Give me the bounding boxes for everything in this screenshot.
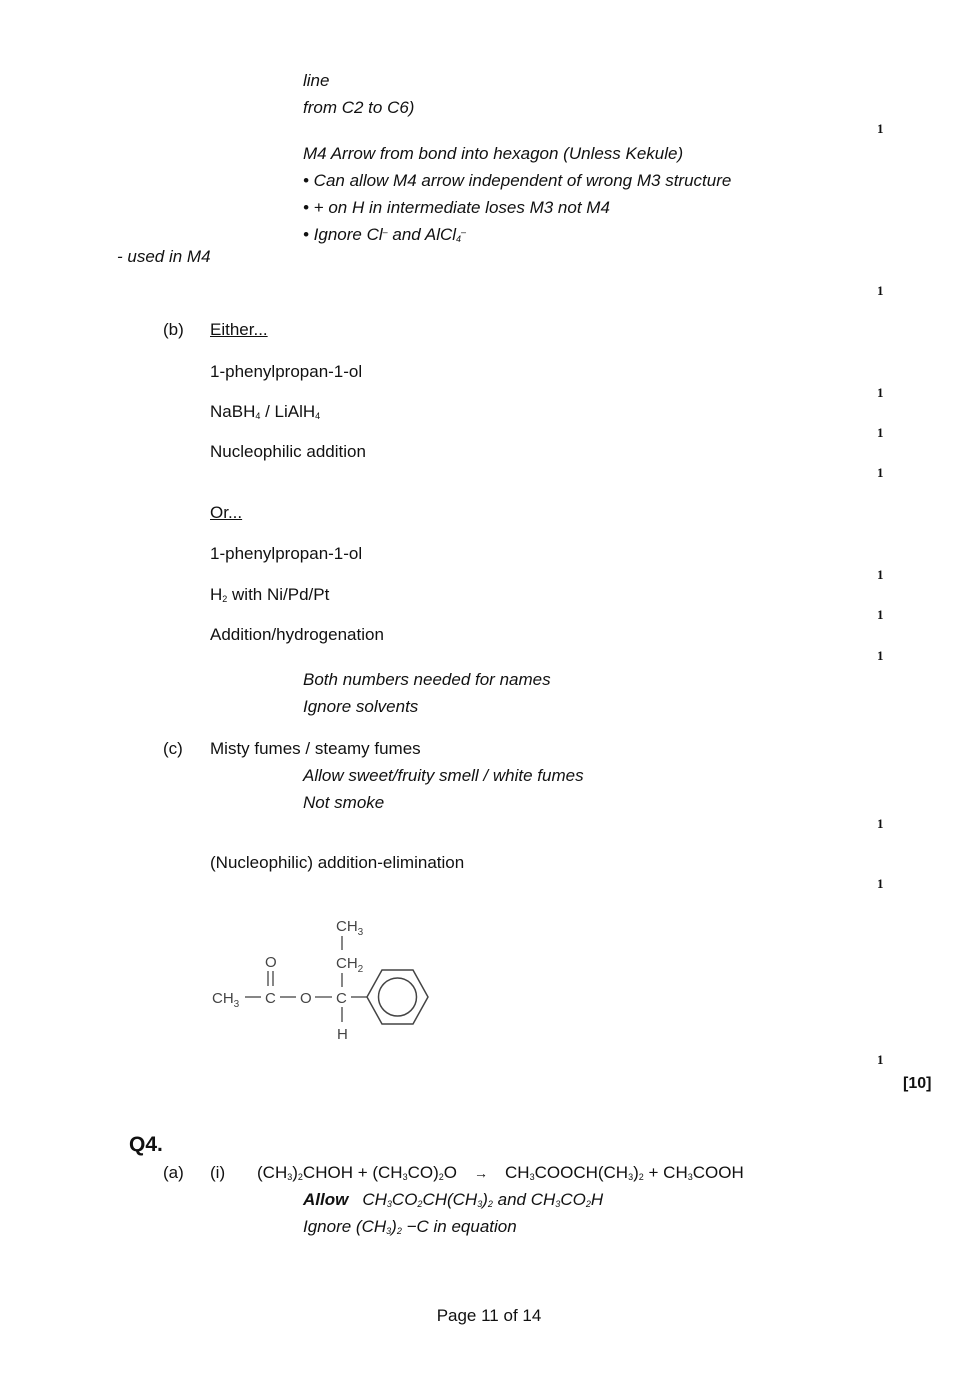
reaction-equation: $(CH_3)_2CHOH + (CH_3CO)_2O$ → $CH_3COOCH(CH_3)_2$ + $CH_3COOH$ — [257, 1163, 744, 1182]
answer-reagent-1: NaBH$_4$ / LiAlH$_4$ — [210, 402, 321, 421]
note-bullet-3: • Ignore Cl– and AlCl$_4$– — [303, 225, 467, 244]
structure-ch3-left: $CH_3$ — [212, 990, 240, 1010]
note-used-in-m4: - used in M4 — [117, 247, 211, 266]
note-both-numbers: Both numbers needed for names — [303, 670, 551, 689]
note-m4-arrow: M4 Arrow from bond into hexagon (Unless Kekule) — [303, 144, 684, 163]
structure-c2: C — [336, 990, 347, 1007]
structure-carbonyl-o: O — [265, 954, 277, 971]
either-heading: Either... — [210, 320, 268, 339]
note-ignore-solvents: Ignore solvents — [303, 697, 419, 716]
answer-mechanism-2: Addition/hydrogenation — [210, 625, 384, 644]
structure-ester-o: O — [300, 990, 312, 1007]
part-a-label: (a) — [163, 1163, 184, 1182]
question-total: [10] — [903, 1075, 932, 1092]
answer-mechanism-1: Nucleophilic addition — [210, 442, 366, 461]
part-b-label: (b) — [163, 320, 184, 339]
answer-mechanism-c: (Nucleophilic) addition-elimination — [210, 853, 465, 872]
mark: 1 — [877, 283, 884, 298]
note-allow-fumes: Allow sweet/fruity smell / white fumes — [303, 766, 584, 785]
mark: 1 — [877, 465, 884, 480]
mark: 1 — [877, 816, 884, 831]
structure-h: H — [337, 1026, 348, 1043]
structure-ch3-top: $CH_3$ — [336, 918, 364, 938]
reaction-arrow: → — [474, 1165, 489, 1181]
note-bullet-1: • Can allow M4 arrow independent of wrong M3 structure — [303, 171, 732, 190]
note-not-smoke: Not smoke — [303, 793, 385, 812]
sub-part-i-label: (i) — [210, 1163, 226, 1182]
mark: 1 — [877, 121, 884, 136]
mark: 1 — [877, 425, 884, 440]
or-heading: Or... — [210, 503, 243, 522]
mark: 1 — [877, 876, 884, 891]
answer-observation: Misty fumes / steamy fumes — [210, 739, 421, 758]
mark: 1 — [877, 567, 884, 582]
benzene-ring-circle — [379, 978, 417, 1016]
note-from-c2-c6: from C2 to C6) — [303, 98, 415, 117]
answer-name-2: 1-phenylpropan-1-ol — [210, 544, 363, 563]
mark: 1 — [877, 1052, 884, 1067]
structure-c1: C — [265, 990, 276, 1007]
answer-name-1: 1-phenylpropan-1-ol — [210, 362, 363, 381]
answer-reagent-2: $H_2$ with Ni/Pd/Pt — [210, 585, 330, 604]
mark: 1 — [877, 385, 884, 400]
mark: 1 — [877, 648, 884, 663]
part-c-label: (c) — [163, 739, 183, 758]
structure-ch2: $CH_2$ — [336, 955, 364, 975]
question-4-heading: Q4. — [129, 1133, 163, 1156]
note-line: line — [303, 71, 330, 90]
note-ignore-formula: Ignore $(CH_3)_2 -C$ in equation — [303, 1217, 517, 1236]
mark: 1 — [877, 607, 884, 622]
note-allow-formula: Allow $CH_3CO_2CH(CH_3)_2$ and $CH_3CO_2H$ — [303, 1190, 604, 1209]
ester-structure-diagram — [205, 910, 440, 1045]
page-footer: Page 11 of 14 — [436, 1306, 542, 1325]
note-bullet-2: • + on H in intermediate loses M3 not M4 — [303, 198, 610, 217]
